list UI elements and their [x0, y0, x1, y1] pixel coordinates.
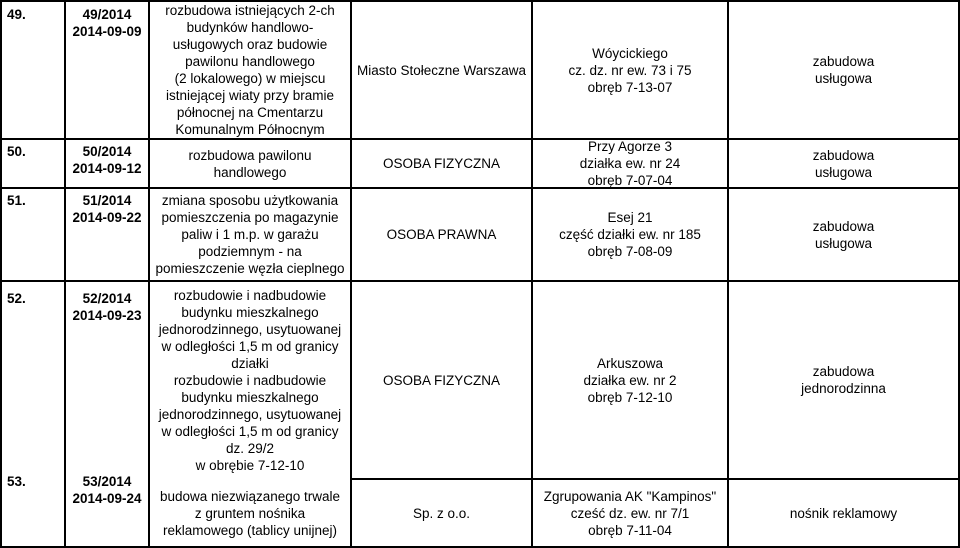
- location-cell: [533, 189, 727, 280]
- description-line: w obrębie 7-12-10: [195, 457, 305, 473]
- description-cell: [150, 189, 350, 280]
- location-cell: [533, 2, 727, 138]
- type-line: zabudowa: [812, 364, 875, 379]
- description-line: paliw i 1 m.p. w garażu: [181, 227, 319, 242]
- description-line: pomieszczenie węzła cieplnego: [155, 261, 345, 276]
- description-line: z gruntem nośnika: [194, 505, 306, 521]
- description-cell: [150, 2, 350, 138]
- type-line: usługowa: [814, 235, 873, 251]
- description-line: północnej na Cmentarzu: [176, 105, 324, 120]
- location-line: część działki ew. nr 185: [559, 227, 701, 242]
- investor-cell: [352, 2, 531, 138]
- investor-line: Miasto Stołeczne Warszawa: [356, 62, 527, 78]
- description-line: usługowych oraz budowie: [172, 37, 328, 52]
- location-line: cześć dz. ew. nr 7/1: [570, 505, 690, 521]
- decision-number: 53/2014: [82, 474, 132, 489]
- decision-number-cell: [66, 473, 148, 507]
- type-cell: [729, 282, 958, 478]
- type-line: nośnik reklamowy: [789, 505, 898, 521]
- description-line: handlowego: [213, 164, 287, 180]
- description-cell: [150, 140, 350, 187]
- investor-line: Sp. z o.o.: [412, 505, 471, 521]
- location-line: Arkuszowa: [596, 355, 664, 371]
- location-line: obręb 7-08-09: [587, 244, 673, 259]
- description-line: budowa niezwiązanego trwale: [159, 488, 341, 504]
- description-line: reklamowego (tablicy unijnej): [162, 522, 338, 538]
- location-line: obręb 7-07-04: [587, 173, 673, 188]
- decision-number-cell: [66, 290, 148, 324]
- row-lp: 52.: [7, 291, 26, 306]
- description-line: w odległości 1,5 m od granicy: [161, 338, 339, 354]
- decision-number: 49/2014: [82, 7, 132, 22]
- row-lp: 51.: [7, 193, 26, 208]
- decision-date: 2014-09-09: [72, 24, 142, 39]
- decision-date: 2014-09-22: [72, 210, 142, 225]
- description-line: budynku mieszkalnego: [181, 389, 319, 405]
- location-cell: [533, 480, 727, 546]
- decision-date: 2014-09-24: [72, 491, 142, 506]
- description-cell: [150, 480, 350, 546]
- type-line: zabudowa: [812, 218, 875, 234]
- description-line: działki: [231, 355, 269, 371]
- decision-number-cell: [66, 192, 148, 226]
- type-cell: [729, 140, 958, 187]
- description-line: budynku mieszkalnego: [181, 304, 319, 320]
- location-line: obręb 7-12-10: [587, 389, 673, 405]
- location-cell: [533, 282, 727, 478]
- investor-line: OSOBA FIZYCZNA: [382, 156, 501, 171]
- grid-line: [0, 0, 2, 548]
- row-lp: 49.: [7, 7, 26, 22]
- description-line: budynków handlowo-: [186, 20, 314, 35]
- location-line: cz. dz. nr ew. 73 i 75: [568, 62, 692, 78]
- description-line: jednorodzinnego, usytuowanej: [158, 406, 342, 422]
- location-line: obręb 7-11-04: [588, 522, 672, 538]
- decision-date: 2014-09-23: [72, 308, 142, 323]
- description-line: rozbudowie i nadbudowie: [173, 372, 327, 388]
- row-lp: 50.: [7, 144, 26, 159]
- description-cell: [150, 282, 350, 478]
- investor-cell: [352, 480, 531, 546]
- type-line: jednorodzinna: [801, 381, 886, 396]
- description-line: zmiana sposobu użytkowania: [161, 193, 339, 208]
- investor-line: OSOBA PRAWNA: [386, 227, 497, 242]
- investor-cell: [352, 189, 531, 280]
- investor-cell: [352, 140, 531, 187]
- type-cell: [729, 2, 958, 138]
- description-line: Komunalnym Północnym: [175, 122, 325, 137]
- type-line: zabudowa: [812, 147, 875, 163]
- description-line: dz. 29/2: [225, 440, 275, 456]
- location-line: Wóycickiego: [592, 45, 668, 61]
- decision-number-cell: [66, 6, 148, 40]
- investor-line: OSOBA FIZYCZNA: [382, 372, 501, 388]
- decision-number: 51/2014: [82, 193, 132, 208]
- location-line: działka ew. nr 24: [579, 156, 681, 171]
- type-line: usługowa: [814, 164, 873, 180]
- investor-cell: [352, 282, 531, 478]
- type-cell: [729, 480, 958, 546]
- description-line: pomieszczenia po magazynie: [161, 210, 339, 225]
- type-line: zabudowa: [812, 54, 875, 69]
- grid-line: [64, 0, 66, 548]
- description-line: podziemnym - na: [198, 244, 302, 259]
- location-line: Zgrupowania AK "Kampinos": [543, 488, 717, 504]
- description-line: pawilonu handlowego: [185, 54, 315, 69]
- decision-number: 50/2014: [82, 144, 132, 159]
- description-line: rozbudowa pawilonu: [188, 147, 312, 163]
- row-lp: 53.: [7, 474, 26, 489]
- location-line: działka ew. nr 2: [583, 372, 677, 388]
- decision-date: 2014-09-12: [72, 161, 142, 176]
- location-line: Przy Agorze 3: [587, 139, 673, 154]
- type-cell: [729, 189, 958, 280]
- location-line: obręb 7-13-07: [587, 79, 673, 95]
- description-line: rozbudowie i nadbudowie: [173, 287, 327, 303]
- type-line: usługowa: [814, 71, 873, 86]
- decision-number: 52/2014: [82, 291, 132, 306]
- description-line: jednorodzinnego, usytuowanej: [158, 321, 342, 337]
- location-line: Esej 21: [607, 210, 653, 225]
- description-line: rozbudowa istniejących 2-ch: [165, 3, 335, 18]
- location-cell: [533, 140, 727, 187]
- decision-number-cell: [66, 143, 148, 177]
- description-line: (2 lokalowego) w miejscu: [174, 71, 326, 86]
- description-line: w odległości 1,5 m od granicy: [161, 423, 339, 439]
- description-line: istniejącej wiaty przy bramie: [165, 88, 335, 103]
